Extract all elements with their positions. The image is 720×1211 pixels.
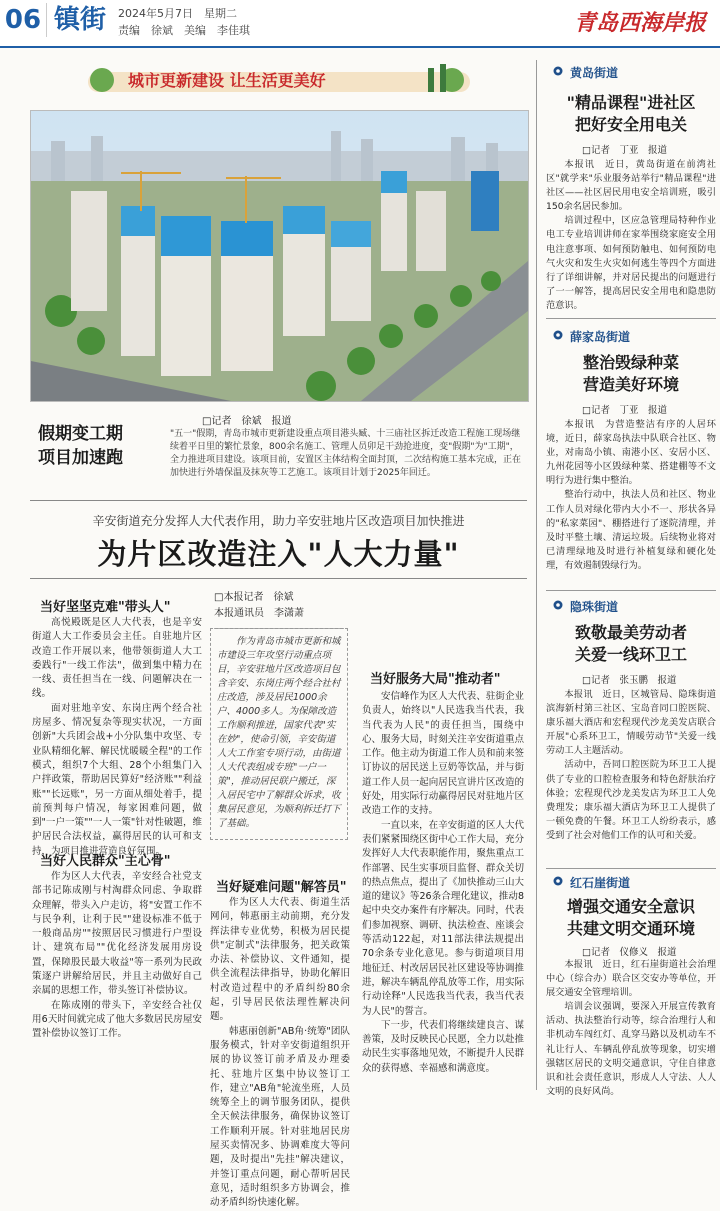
paragraph: 整治行动中，执法人员和社区、物业工作人员对绿化带内大小不一、形状各异的"私家菜园"、棚搭进行了逐院清理，并及时平整土壤、清运垃圾。后续物业将对已清理绿地及时进行补植复绿和硬化处理，有效遏制毁绿行为。 [546,489,716,571]
banner-text: 城市更新建设 让生活更美好 [128,71,326,90]
divider [30,500,527,501]
date-line: 2024年5月7日 星期二 [118,7,237,20]
paragraph: 一直以来，在辛安街道的区人大代表们紧紧围绕区街中心工作大局，充分发挥好人大代表职能作用，聚焦重点工作部署、民生实事项目监督、群众关切的热点焦点，提出了《加快推动三山大道的建议》等26条合理化建议，推动8起中央交办案件有序解决。同时，代表们参加视察、调研、执法检查、座谈会等活动122起，对11部法律法规提出70余条专业化意见。参与街道项目用地征迁、村改居居民社区建设等协调推进，解决车辆乱停乱放等工作，用实际行动诠释"人民选我当代表，我当代表为人民"的誓言。 [362,819,524,1017]
location-pin-icon [552,66,564,78]
page-number: 06 [0,3,47,37]
paragraph: 本报讯 近日，区城管局、隐珠街道滨海新村第三社区、宝岛音同口腔医院、康乐福大酒店和宏程现代沙龙美发店联合开展"心系环卫工，情暖劳动节"关爱一线劳动工人主题活动。 [546,689,716,757]
brief-title-4: 增强交通安全意识 共建文明交通环境 [566,897,695,938]
brief-title-1: "精品课程"进社区 把好安全用电关 [566,93,696,134]
paragraph: 作为区人大代表、街道生活网问，韩惠丽主动前期，充分发挥法律专业优势，积极为居民提供"定制式"法律服务，把关政策办法、补偿协议、文件通知，提供全流程法律指导，协助化解旧村改造过程中的矛盾纠纷80余起，引导居民依法理性解决问题。 [210,897,350,1023]
article-intro: 作为青岛市城市更新和城市建设三年攻坚行动重点项目，辛安驻地片区改造项目包含辛安、东岗庄两个经合社村庄改造，涉及居民1000余户、4000多人。为保障改造工作顺利推进，国家代表"实在妙"，使命引领，辛安街道人大工作室专项行动，由街道人大代表组成专班"一户一策"，推动居民联户搬迁，深入居民宅中了解群众诉求，收集居民意见，为顺利拆迁打下了基础。 [210,628,348,840]
divider [546,868,716,869]
caption-title: 假期变工期 项目加速跑 [38,424,123,468]
section-title-2: 当好人民群众"主心骨" [40,854,171,869]
paragraph: 本报讯 近日，黄岛街道在前湾社区"就学来"乐业服务站举行"精品课程"进社区——社区居民用电安全培训班，吸引150余名居民参加。 [546,159,716,213]
article-subhead: 辛安街道充分发挥人大代表作用，助力辛安驻地片区改造项目加快推进 [92,514,465,528]
brief-location-4: 红石崖街道 [570,876,631,890]
section-title-3: 当好疑难问题"解答员" [216,880,347,895]
section-body-4 [362,690,524,1076]
caption-body: "五一"假期，青岛市城市更新建设重点项目港头臧、十三庙社区拆迁改造工程施工现场继续着平日里的繁忙景象，800余名施工、管理人员卯足干劲抢进度，变"假期"为"工期"，全力推进项目建设。该项目前，安置区主体结构全面封顶，二次结构施工基本完成，正在加快进行外墙保温及抹灰等工艺施工。该项目计划于2025年回迁。 [170,429,522,478]
paragraph: 活动中，吾同口腔医院为环卫工人提供了专业的口腔检查服务和特色舒肤治疗体验；宏程现代沙龙美发店为环卫工人免费理发；康乐福大酒店为环卫工人提供了一顿免费的午餐。环卫工人纷纷表示，感受到了社会对他们工作的认可和关爱。 [546,759,716,841]
brief-location-3: 隐珠街道 [570,600,619,614]
staff-line: 责编 徐斌 美编 李佳琪 [118,24,250,37]
brief-title-3: 致敬最美劳动者 关爱一线环卫工 [574,623,687,664]
brief-reporter-4: □记者 仪修义 报道 [582,947,677,958]
topic-banner [88,62,470,96]
masthead [0,0,720,48]
reporter-line: 本报通讯员 李潇萧 [214,608,304,619]
photo-caption [30,408,527,490]
section-body-1 [32,616,202,859]
divider [30,578,527,579]
article-reporter [214,590,344,629]
paragraph: 面对驻地辛安、东岗庄两个经合社房屋多、情况复杂等现实状况，一方面创新"大兵团会战+小分队集中攻坚、专业队精细化解、解民忧暖暖全程"的工作模式，组织7个大组、28个小组集门入户拌政策，帮助居民算好"经济账""利益账""长远账"，另一方面从细处着手，提前预判每户情况，每家困难问题，做到"一户一策""一人一策"针对性破题，维护居民合法权益，赢得居民的认可和支持，为项目推进营造良好氛围。 [32,702,202,857]
newspaper-brand: 青岛西海岸报 [573,10,706,36]
paragraph: 韩惠丽创新"AB角·统筹"团队服务模式，针对辛安街道组织开展的协议签订前矛盾及办理委托、驻地片区集中协议签订工作，建立"AB角"轮流坐班，人员统筹全上的调节服务团队，提供全天候法律服务，确保协议签订工作顺利开展。针对驻地居民房屋买卖情况多、协调难度大等问题，及时提出"先挂"解决建议，并签订重点问题，耐心帮听居民意见，适时组织多方协调会，推动矛盾纠纷快速化解。 [210,1025,350,1209]
caption-reporter: □记者 徐斌 报道 [202,416,292,427]
brief-reporter-3: □记者 张玉鹏 报道 [582,675,677,686]
paragraph: 作为区人大代表，辛安经合社党支部书记陈成刚与村淘群众同虑、争取群众理解，带头入户走访，将"安置工作不与民争利，让利于民""建设标准不低于一般商品房""按照居民习惯进行户型设计、建筑布局""优化经济发展用房设置，保障股民最大收益"等一系列为民政策逐户讲解给居民，并且主动做好自己亲属的思想工作，带头签订补偿协议。 [32,871,202,997]
brief-reporter-1: □记者 丁亚 报道 [582,145,667,156]
section-title-4: 当好服务大局"推动者" [370,672,501,687]
paragraph: 高悦殿既是区人大代表，也是辛安街道人大工作委员会主任。自驻地片区改造工作开展以来，他带领街道人大工委践行"一线工作法"，做到集中精力在一线、责任担当在一线、问题解决在一线。 [32,617,202,700]
section-body-2 [32,870,202,1042]
divider [546,590,716,591]
location-pin-icon [552,876,564,888]
brief-title-2: 整治毁绿种菜 营造美好环境 [582,353,679,394]
construction-photo [30,110,529,402]
paragraph: 下一步，代表们将继续建良言、谋善策，及时反映民心民愿，全力以赴推动民生实事落地见效，不断提升人民群众的获得感、幸福感和满意度。 [362,1019,524,1074]
reporter-line: □本报记者 徐斌 [214,592,294,603]
section-body-3 [210,896,350,1211]
brief-body-1 [546,158,716,313]
paragraph: 在陈成刚的带头下，辛安经合社仅用6天时间就完成了他大多数居民房屋安置补偿协议签订工作。 [32,999,202,1040]
brief-reporter-2: □记者 丁亚 报道 [582,405,667,416]
section-name: 镇街 [54,5,107,35]
paragraph: 安信峰作为区人大代表、驻街企业负责人，始终以"人民选我当代表，我当代表为人民"的责任担当，围绕中心、服务大局，时刻关注辛安街道重点工作。他主动为街道工作人员和前来签订协议的居民送上豆奶等饮品，并与街道工作人员一起向居民宣讲片区改造的好处，用实际行动赢得居民对驻地片区改造工作的支持。 [362,691,524,817]
brief-location-1: 黄岛街道 [570,66,619,80]
brief-body-2 [546,418,716,573]
divider [546,318,716,319]
paragraph: 本报讯 为营造整洁有序的人居环境，近日，薛家岛执法中队联合社区、物业，对南岛小镇、南港小区、安居小区、九州花园等小区毁绿种菜、搭建棚等不文明行为进行集中整治。 [546,419,716,487]
location-pin-icon [552,330,564,342]
paragraph: 培训会议强调，要深入开展宣传教育活动、执法整治行动等，综合治理行人和非机动车闯红灯、乱穿马路以及机动车不礼让行人、车辆乱停乱放等现象，切实增强辖区居民的文明交通意识，守住自律意识和社会责任意识，形成人人守法、人人文明的良好风尚。 [546,1001,716,1097]
brief-body-3 [546,688,716,843]
article-headline: 为片区改造注入"人大力量" [97,537,460,571]
paragraph: 本报讯 近日，红石崖街道社会治理中心（综合办）联合区交安办等单位，开展交通安全管理培训。 [546,959,716,999]
section-title-1: 当好坚坚克难"带头人" [40,600,171,615]
location-pin-icon [552,600,564,612]
brief-body-4 [546,958,716,1099]
brief-location-2: 薛家岛街道 [570,330,631,344]
paragraph: 培训过程中，区应急管理局特种作业电工专业培训讲师在家举围绕家庭安全用电注意事项、如何预防触电、如何预防电气火灾和发生火灾如何逃生等四个方面进行了详细讲解，并对居民提出的问题进行了一一解答，提高居民安全用电和隐患防范意识。 [546,215,716,311]
column-divider [536,60,537,1090]
